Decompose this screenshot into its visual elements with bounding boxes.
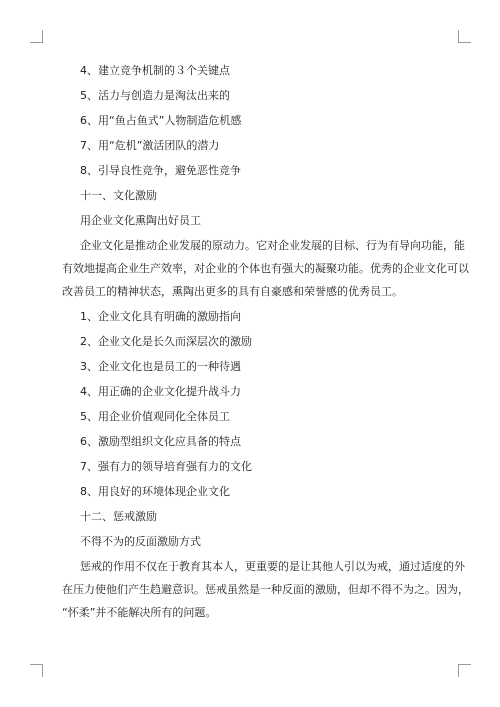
- list-item: 6、用“鱼占鱼式”人物制造危机感: [80, 114, 242, 127]
- list-item: 4、建立竞争机制的３个关键点: [80, 64, 230, 77]
- list-item: 1、企业文化具有明确的激励指向: [80, 310, 241, 323]
- list-item: 5、活力与创造力是淘汰出来的: [80, 89, 230, 102]
- list-item: 8、引导良性竞争，避免恶性竞争: [80, 164, 241, 177]
- section-paragraph: [62, 560, 469, 620]
- paragraph-line: 有效地提高企业生产效率，对企业的个体也有强大的凝聚功能。优秀的企业文化可以: [62, 262, 469, 275]
- list-item: 3、企业文化也是员工的一种待遇: [80, 360, 241, 373]
- paragraph-line: 惩戒的作用不仅在于教育其本人，更重要的是让其他人引以为戒，通过适度的外: [80, 560, 465, 573]
- list-item: 6、激励型组织文化应具备的特点: [80, 435, 241, 448]
- section-heading: 十一、文化激励: [80, 189, 157, 202]
- list-item: 7、用“危机”激活团队的潜力: [80, 139, 220, 152]
- document-body: [62, 64, 469, 631]
- crop-mark-top-left: [30, 30, 43, 43]
- list-item: 7、强有力的领导培育强有力的文化: [80, 460, 252, 473]
- list-item: 4、用正确的企业文化提升战斗力: [80, 385, 241, 398]
- section-paragraph: [62, 239, 469, 299]
- crop-mark-bottom-right: [458, 664, 471, 677]
- list-item: 2、企业文化是长久而深层次的激励: [80, 335, 252, 348]
- section-subtitle: 不得不为的反面激励方式: [80, 535, 201, 548]
- crop-mark-bottom-left: [30, 664, 43, 677]
- paragraph-line: 改善员工的精神状态，熏陶出更多的具有自豪感和荣誉感的优秀员工。: [62, 285, 403, 298]
- section-heading: 十二、惩戒激励: [80, 510, 157, 523]
- paragraph-line: 企业文化是推动企业发展的原动力。它对企业发展的目标、行为有导向功能，能: [80, 239, 465, 252]
- crop-mark-top-right: [458, 30, 471, 43]
- section-subtitle: 用企业文化熏陶出好员工: [80, 214, 201, 227]
- list-item: 5、用企业价值观同化全体员工: [80, 410, 230, 423]
- paragraph-line: 在压力使他们产生趋避意识。惩戒虽然是一种反面的激励，但却不得不为之。因为，: [62, 583, 469, 596]
- paragraph-line: “怀柔”并不能解决所有的问题。: [62, 606, 217, 619]
- list-item: 8、用良好的环境体现企业文化: [80, 485, 230, 498]
